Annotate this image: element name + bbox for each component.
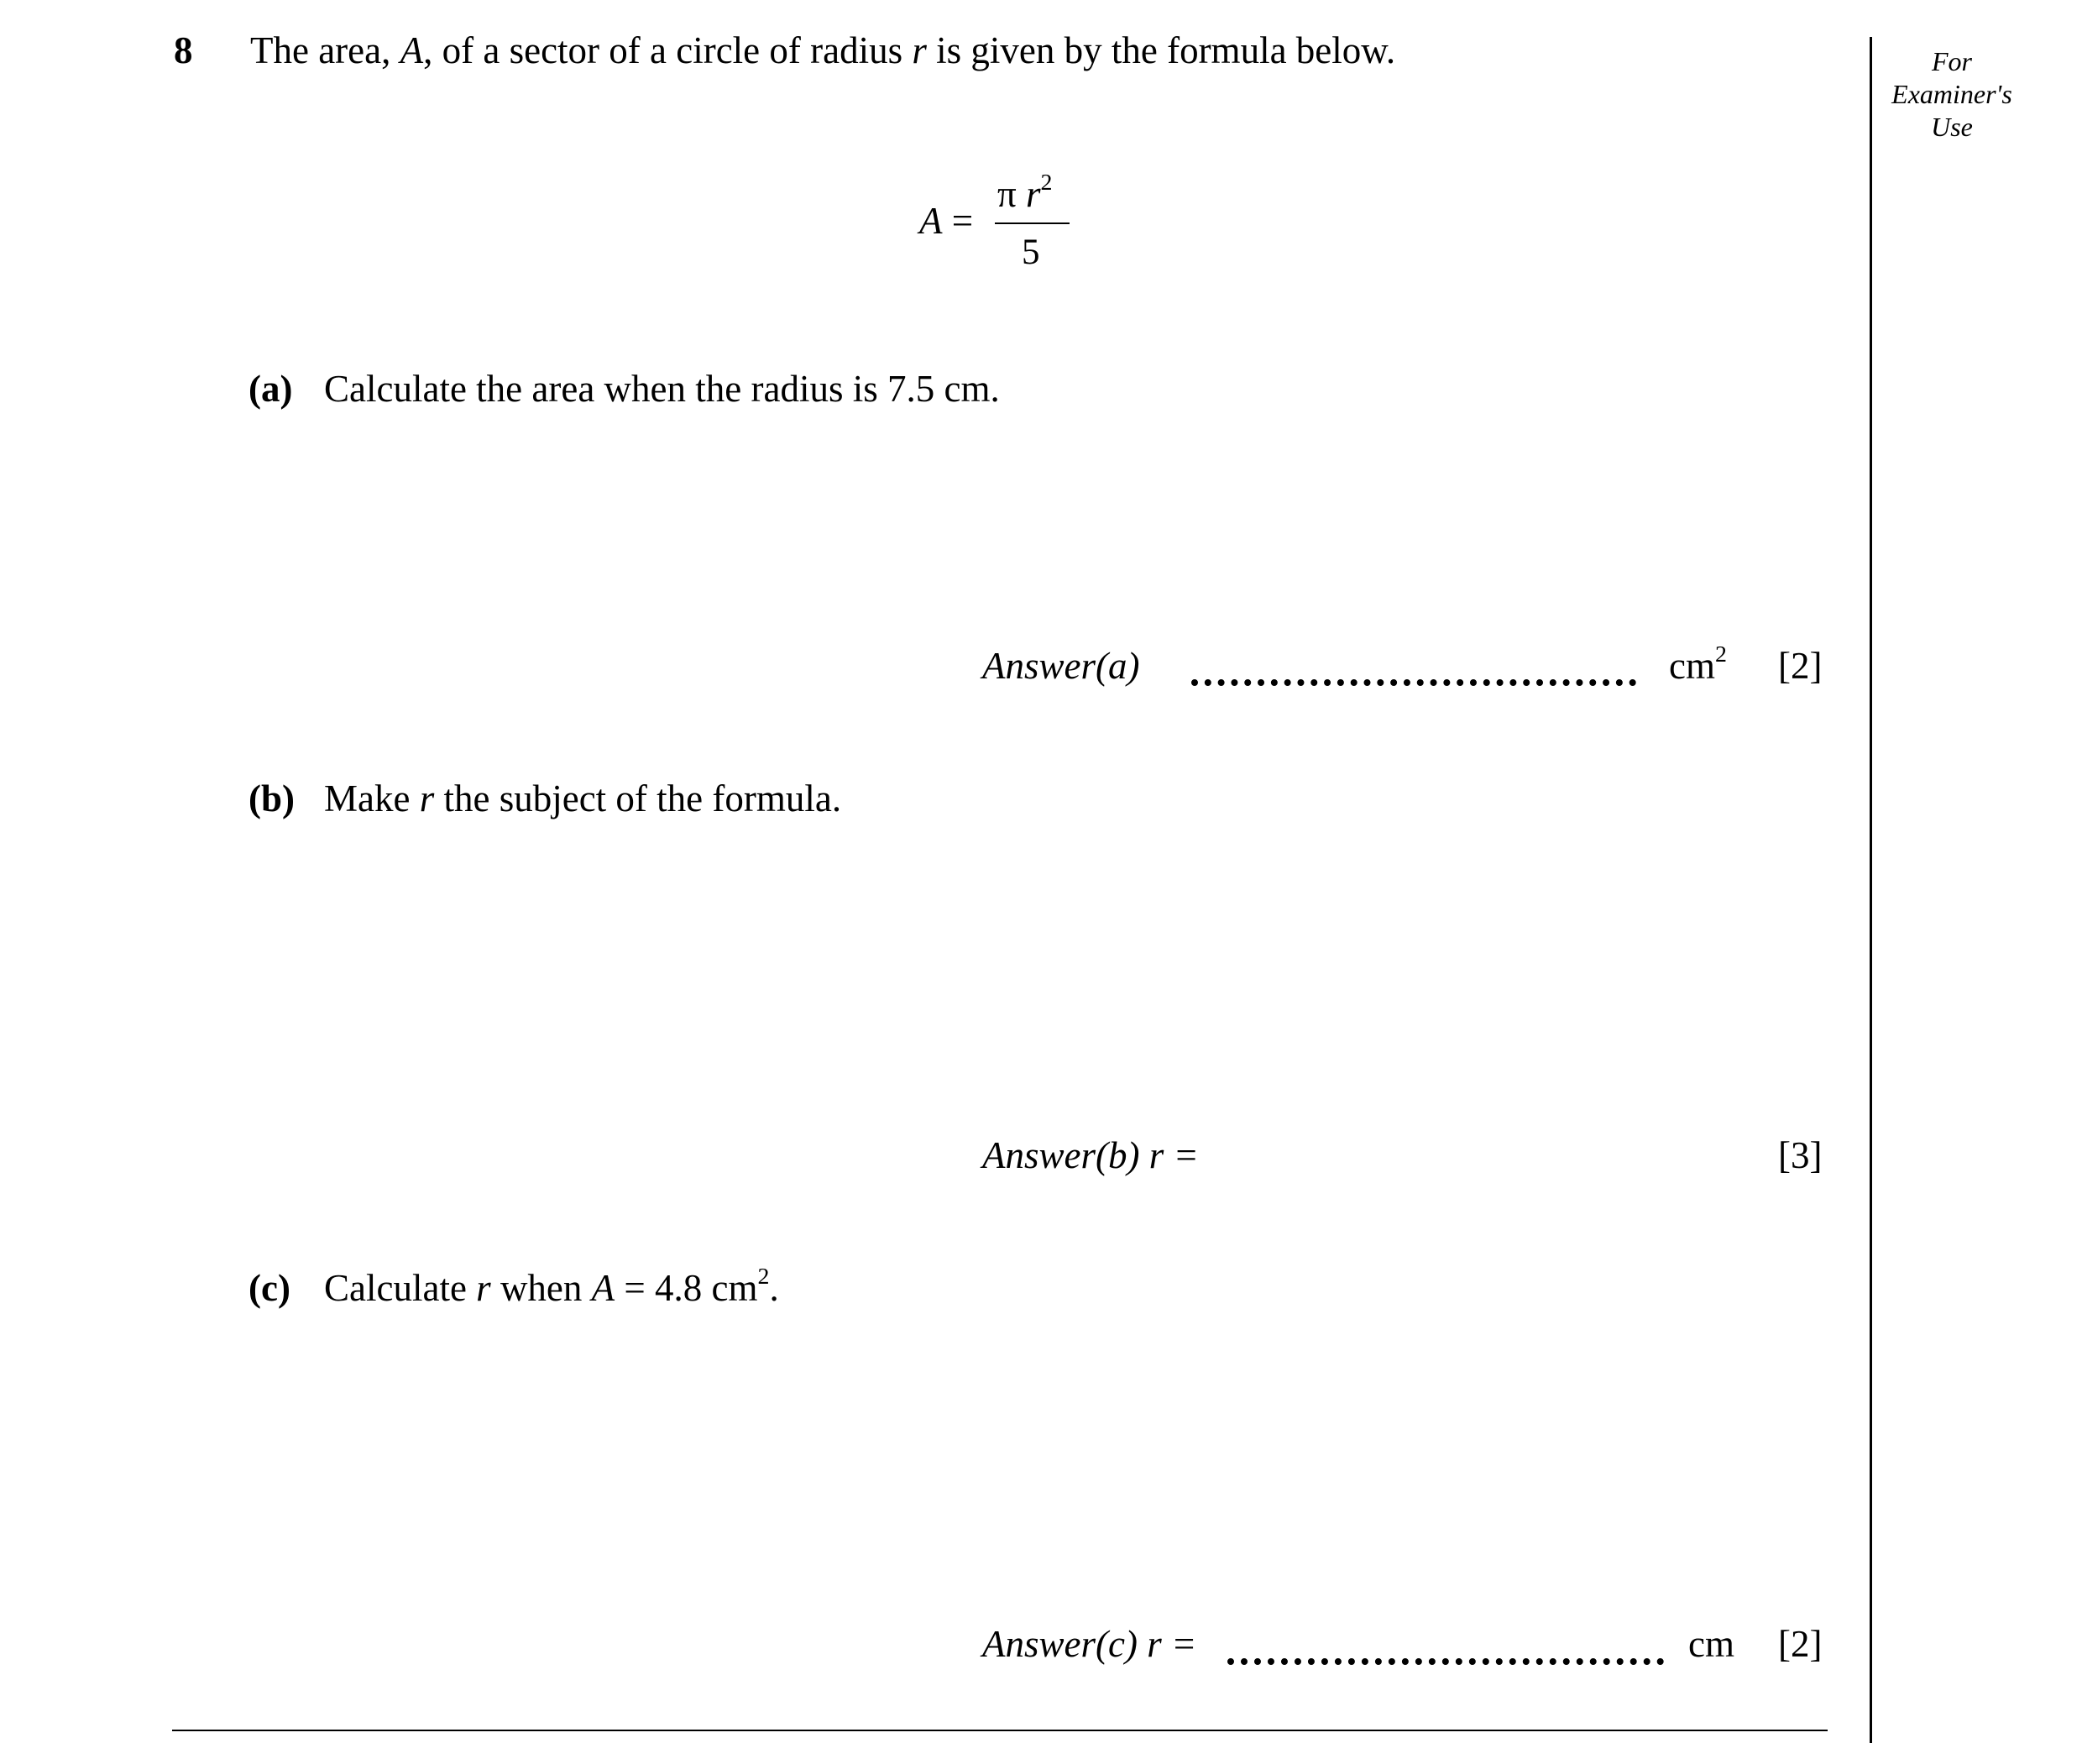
part-b-text-2: the subject of the formula.	[434, 777, 842, 819]
part-c-var-A: A	[591, 1267, 615, 1309]
part-c-text	[324, 1263, 779, 1310]
stem-text-1: The area,	[250, 29, 400, 71]
answer-c-unit: cm	[1688, 1623, 1734, 1665]
stem-text-2: , of a sector of a circle of radius	[423, 29, 913, 71]
formula-fraction-bar	[995, 222, 1070, 224]
part-a-label: (a)	[248, 368, 293, 410]
answer-a-label: Answer(a)	[982, 645, 1140, 687]
answer-b-label: Answer(b) r =	[982, 1134, 1199, 1176]
formula-pi: π	[997, 173, 1017, 215]
part-b-label: (b)	[248, 777, 295, 819]
answer-b-marks: [3]	[1778, 1134, 1823, 1176]
answer-a-unit-text: cm	[1669, 645, 1715, 687]
part-b-var-r: r	[419, 777, 435, 819]
part-c-text-3: = 4.8 cm	[615, 1267, 758, 1309]
question-number: 8	[174, 29, 193, 71]
part-b-text-1: Make	[324, 777, 420, 819]
formula-equals: =	[942, 200, 974, 242]
answer-a-unit-power: 2	[1714, 641, 1727, 667]
formula-var-r: r	[1025, 173, 1041, 215]
stem-var-A: A	[400, 29, 424, 71]
part-b-text	[324, 777, 841, 820]
answer-c-label: Answer(c) r =	[982, 1623, 1197, 1665]
formula-numerator	[997, 169, 1053, 216]
answer-a-marks: [2]	[1778, 645, 1823, 687]
examiner-use-note: For Examiner's Use	[1891, 46, 2012, 142]
formula-denominator: 5	[1022, 233, 1040, 272]
examiner-margin-rule	[1870, 37, 1872, 1743]
part-c-var-r: r	[476, 1267, 491, 1309]
formula-lhs	[919, 199, 973, 243]
part-c-text-2: when	[490, 1267, 592, 1309]
answer-c-marks: [2]	[1778, 1623, 1823, 1665]
part-a-text: Calculate the area when the radius is 7.5 cm.	[324, 368, 1000, 410]
stem-text-3: is given by the formula below.	[926, 29, 1396, 71]
formula-var-A: A	[919, 200, 943, 242]
part-c-text-4: .	[769, 1267, 779, 1309]
stem-var-r: r	[912, 29, 927, 71]
part-c-text-1: Calculate	[324, 1267, 477, 1309]
formula-power: 2	[1040, 169, 1053, 196]
answer-c-line[interactable]	[1227, 1658, 1664, 1665]
question-stem	[250, 29, 1395, 72]
part-c-power: 2	[757, 1263, 770, 1290]
answer-a-unit	[1669, 641, 1727, 688]
part-c-label: (c)	[248, 1267, 290, 1309]
answer-a-line[interactable]	[1191, 679, 1636, 686]
page-bottom-rule	[172, 1730, 1828, 1731]
